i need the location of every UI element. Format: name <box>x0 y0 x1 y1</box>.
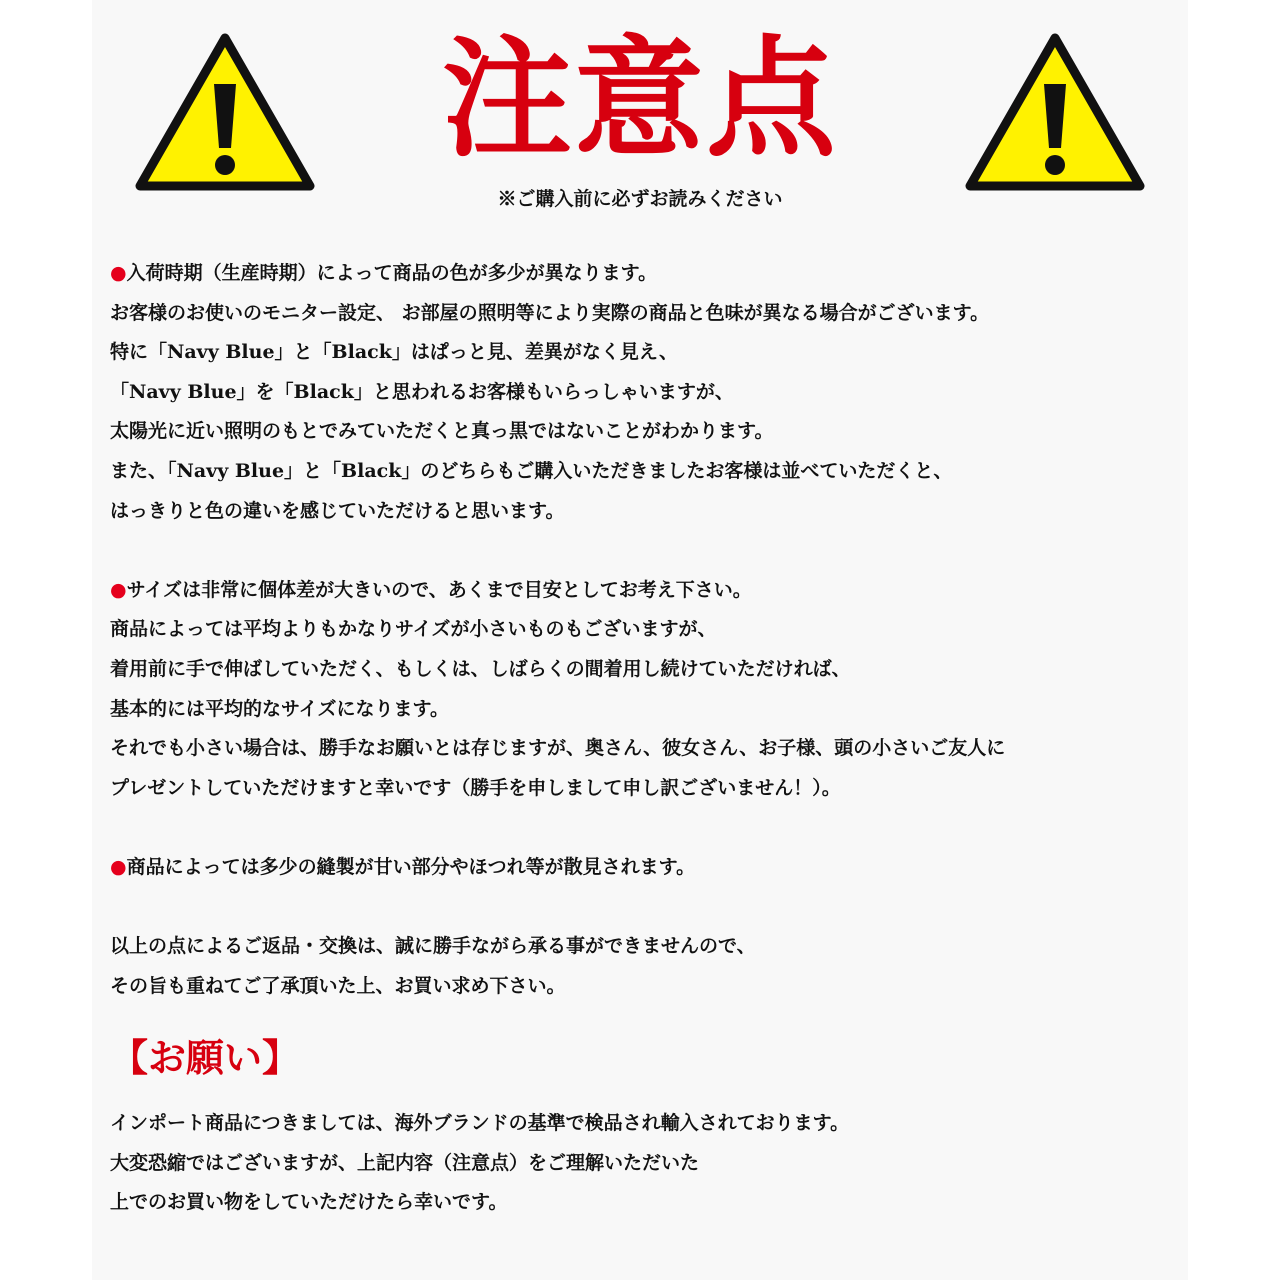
notice-line: ●サイズは非常に個体差が大きいので、あくまで目安としてお考え下さい。 <box>110 578 752 601</box>
notice-line: また、「Navy Blue」と「Black」のどちらもご購入いただきましたお客様は並べていただくと、 <box>110 459 953 482</box>
notice-line: プレゼントしていただけますと幸いです（勝手を申しまして申し訳ございません！）。 <box>110 776 841 799</box>
color-variation-section <box>110 254 1190 531</box>
notice-line: 太陽光に近い照明のもとでみていただくと真っ黒ではないことがわかります。 <box>110 420 774 443</box>
spacer <box>110 808 1190 848</box>
notice-line: それでも小さい場合は、勝手なお願いとは存じますが、奥さん、彼女さん、お子様、頭の小さいご友人に <box>110 737 1006 760</box>
request-heading: 【お願い】 <box>110 1035 301 1081</box>
bullet-icon: ● <box>110 578 127 601</box>
spacer <box>110 531 1190 571</box>
notice-line: 以上の点によるご返品・交換は、誠に勝手ながら承る事ができませんので、 <box>110 935 756 958</box>
notice-line: 「Navy Blue」を「Black」と思われるお客様もいらっしゃいますが、 <box>110 380 734 403</box>
spacer <box>110 888 1190 928</box>
page-title: 注意点 <box>441 22 838 175</box>
bullet-icon: ● <box>110 855 127 878</box>
notice-line: 商品によっては平均よりもかなりサイズが小さいものもございますが、 <box>110 618 717 641</box>
notice-line: お客様のお使いのモニター設定、 お部屋の照明等により実際の商品と色味が異なる場合がございます。 <box>110 301 990 324</box>
size-section <box>110 571 1190 809</box>
notice-line: その旨も重ねてご了承頂いた上、お買い求め下さい。 <box>110 974 566 997</box>
sewing-section <box>110 848 1190 888</box>
page-subtitle: ※ご購入前に必ずお読みください <box>497 188 783 210</box>
notice-line: 基本的には平均的なサイズになります。 <box>110 697 449 720</box>
returns-section <box>110 927 1190 1006</box>
notice-line: ●商品によっては多少の縫製が甘い部分やほつれ等が散見されます。 <box>110 855 696 878</box>
notice-line: ●入荷時期（生産時期）によって商品の色が多少が異なります。 <box>110 262 658 284</box>
request-section <box>110 1032 1190 1223</box>
notice-line: 上でのお買い物をしていただけたら幸いです。 <box>110 1191 508 1214</box>
notice-line: 特に「Navy Blue」と「Black」はぱっと見、差異がなく見え、 <box>110 341 679 364</box>
notice-line: 着用前に手で伸ばしていただく、もしくは、しばらくの間着用し続けていただければ、 <box>110 657 851 680</box>
notice-body <box>110 254 1190 1223</box>
notice-line: 大変恐縮ではございますが、上記内容（注意点）をご理解いただいた <box>110 1151 700 1174</box>
notice-line: はっきりと色の違いを感じていただけると思います。 <box>110 499 565 522</box>
bullet-icon: ● <box>110 262 127 284</box>
notice-line: インポート商品につきましては、海外ブランドの基準で検品され輸入されております。 <box>110 1112 850 1135</box>
